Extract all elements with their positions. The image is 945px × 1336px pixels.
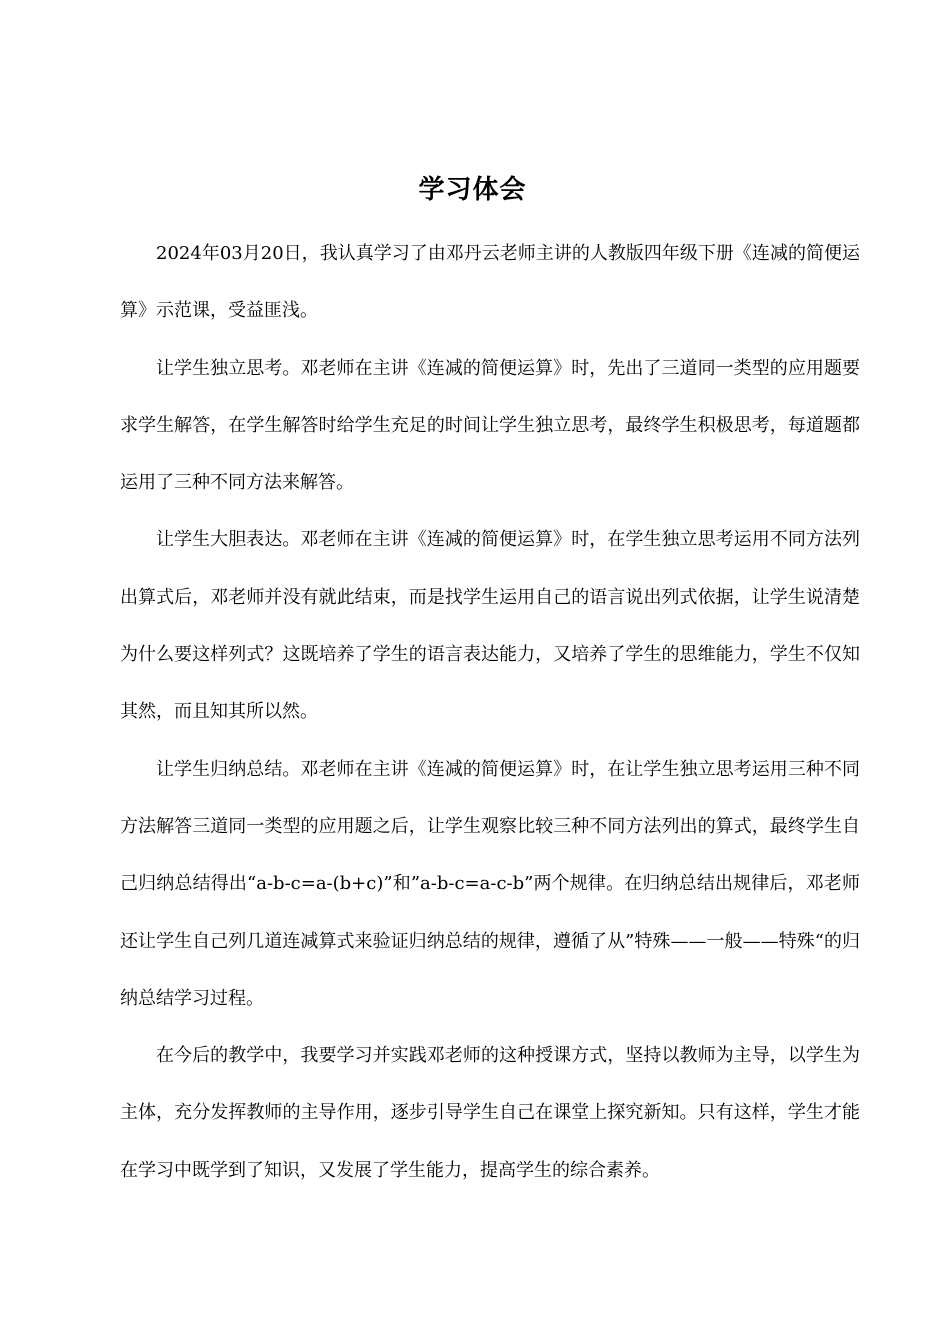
paragraph-conclusion: 在今后的教学中，我要学习并实践邓老师的这种授课方式，坚持以教师为主导，以学生为主体，充分发挥教师的主导作用，逐步引导学生自己在课堂上探究新知。只有这样，学生才能在学习中既学到了知识，又发展了学生能力，提高学生的综合素养。 <box>120 1045 860 1181</box>
paragraph-bold-expression: 让学生大胆表达。邓老师在主讲《连减的简便运算》时，在学生独立思考运用不同方法列出算式后，邓老师并没有就此结束，而是找学生运用自己的语言说出列式依据，让学生说清楚为什么要这样列式？这既培养了学生的语言表达能力，又培养了学生的思维能力，学生不仅知其然，而且知其所以然。 <box>120 529 860 723</box>
paragraph-summarize: 让学生归纳总结。邓老师在主讲《连减的简便运算》时，在让学生独立思考运用三种不同方法解答三道同一类型的应用题之后，让学生观察比较三种不同方法列出的算式，最终学生自己归纳总结得出“a-b-c=a-(b+c)”和”a-b-c=a-c-b”两个规律。在归纳总结出规律后，邓老师还让学生自己列几道连减算式来验证归纳总结的规律，遵循了从”特殊——一般——特殊“的归纳总结学习过程。 <box>120 758 860 1009</box>
document-title: 学习体会 <box>418 175 527 205</box>
document-body <box>120 225 860 1199</box>
paragraph-independent-thinking: 让学生独立思考。邓老师在主讲《连减的简便运算》时，先出了三道同一类型的应用题要求学生解答，在学生解答时给学生充足的时间让学生独立思考，最终学生积极思考，每道题都运用了三种不同方法来解答。 <box>120 357 860 494</box>
paragraph-intro: 2024年03月20日，我认真学习了由邓丹云老师主讲的人教版四年级下册《连减的简便运算》示范课，受益匪浅。 <box>120 243 860 322</box>
